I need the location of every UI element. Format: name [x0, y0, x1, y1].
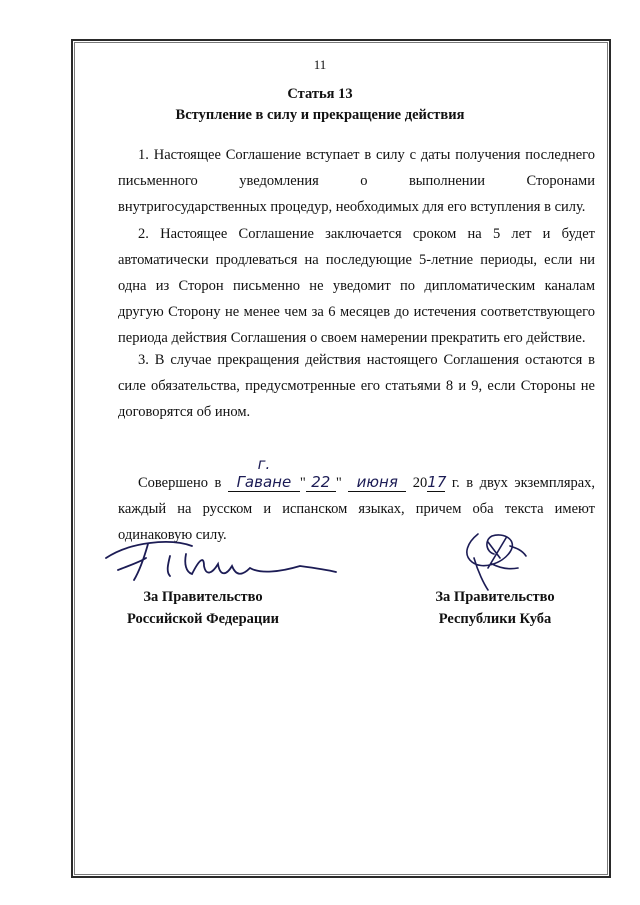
closing-line2: каждый на русском и испанском языках, причем оба текста имеют одинаковую силу.	[118, 501, 595, 543]
clause-1: 1. Настоящее Соглашение вступает в силу с даты получения последнего письменного уведомления о выполнении Сторонами внутригосударственных процедур, необходимых для его вступления в силу.	[118, 147, 595, 215]
signatory-cuba-line2: Республики Куба	[438, 611, 552, 627]
closing-prefix: Совершено в	[138, 475, 222, 491]
signatory-russia	[108, 586, 298, 630]
signature-cuba	[448, 528, 528, 592]
open-quote: "	[299, 475, 306, 491]
year-prefix: 20	[412, 475, 428, 491]
article-heading: Статья 13	[287, 86, 353, 102]
clause-2: 2. Настоящее Соглашение заключается сроком на 5 лет и будет автоматически продлеваться на последующие 5-летние периоды, если ни одна из Сторон письменно не уведомит по дипломатическим каналам другую Сторону не менее чем за 6 месяцев до истечения соответствующего периода действия Соглашения о своем намерении прекратить его действие.	[118, 226, 595, 346]
signatory-russia-line1: За Правительство	[143, 589, 263, 605]
handwritten-day: 22	[306, 473, 336, 492]
page-number: 11	[313, 57, 327, 72]
handwritten-year: 17	[427, 473, 447, 491]
handwritten-month: июня	[348, 473, 406, 492]
clause-3: 3. В случае прекращения действия настоящего Соглашения остаются в силе обязательства, предусмотренные его статьями 8 и 9, если Стороны не договорятся об ином.	[118, 352, 595, 420]
article-title: Вступление в силу и прекращение действия	[175, 107, 465, 123]
signature-russia	[100, 536, 340, 584]
handwritten-place: г. Гаване	[228, 455, 300, 492]
signatory-russia-line2: Российской Федерации	[126, 611, 279, 627]
signatory-cuba-line1: За Правительство	[435, 589, 555, 605]
close-quote: "	[335, 475, 342, 491]
closing-suffix: г. в двух экземплярах,	[451, 475, 596, 491]
signatory-cuba	[410, 586, 580, 630]
